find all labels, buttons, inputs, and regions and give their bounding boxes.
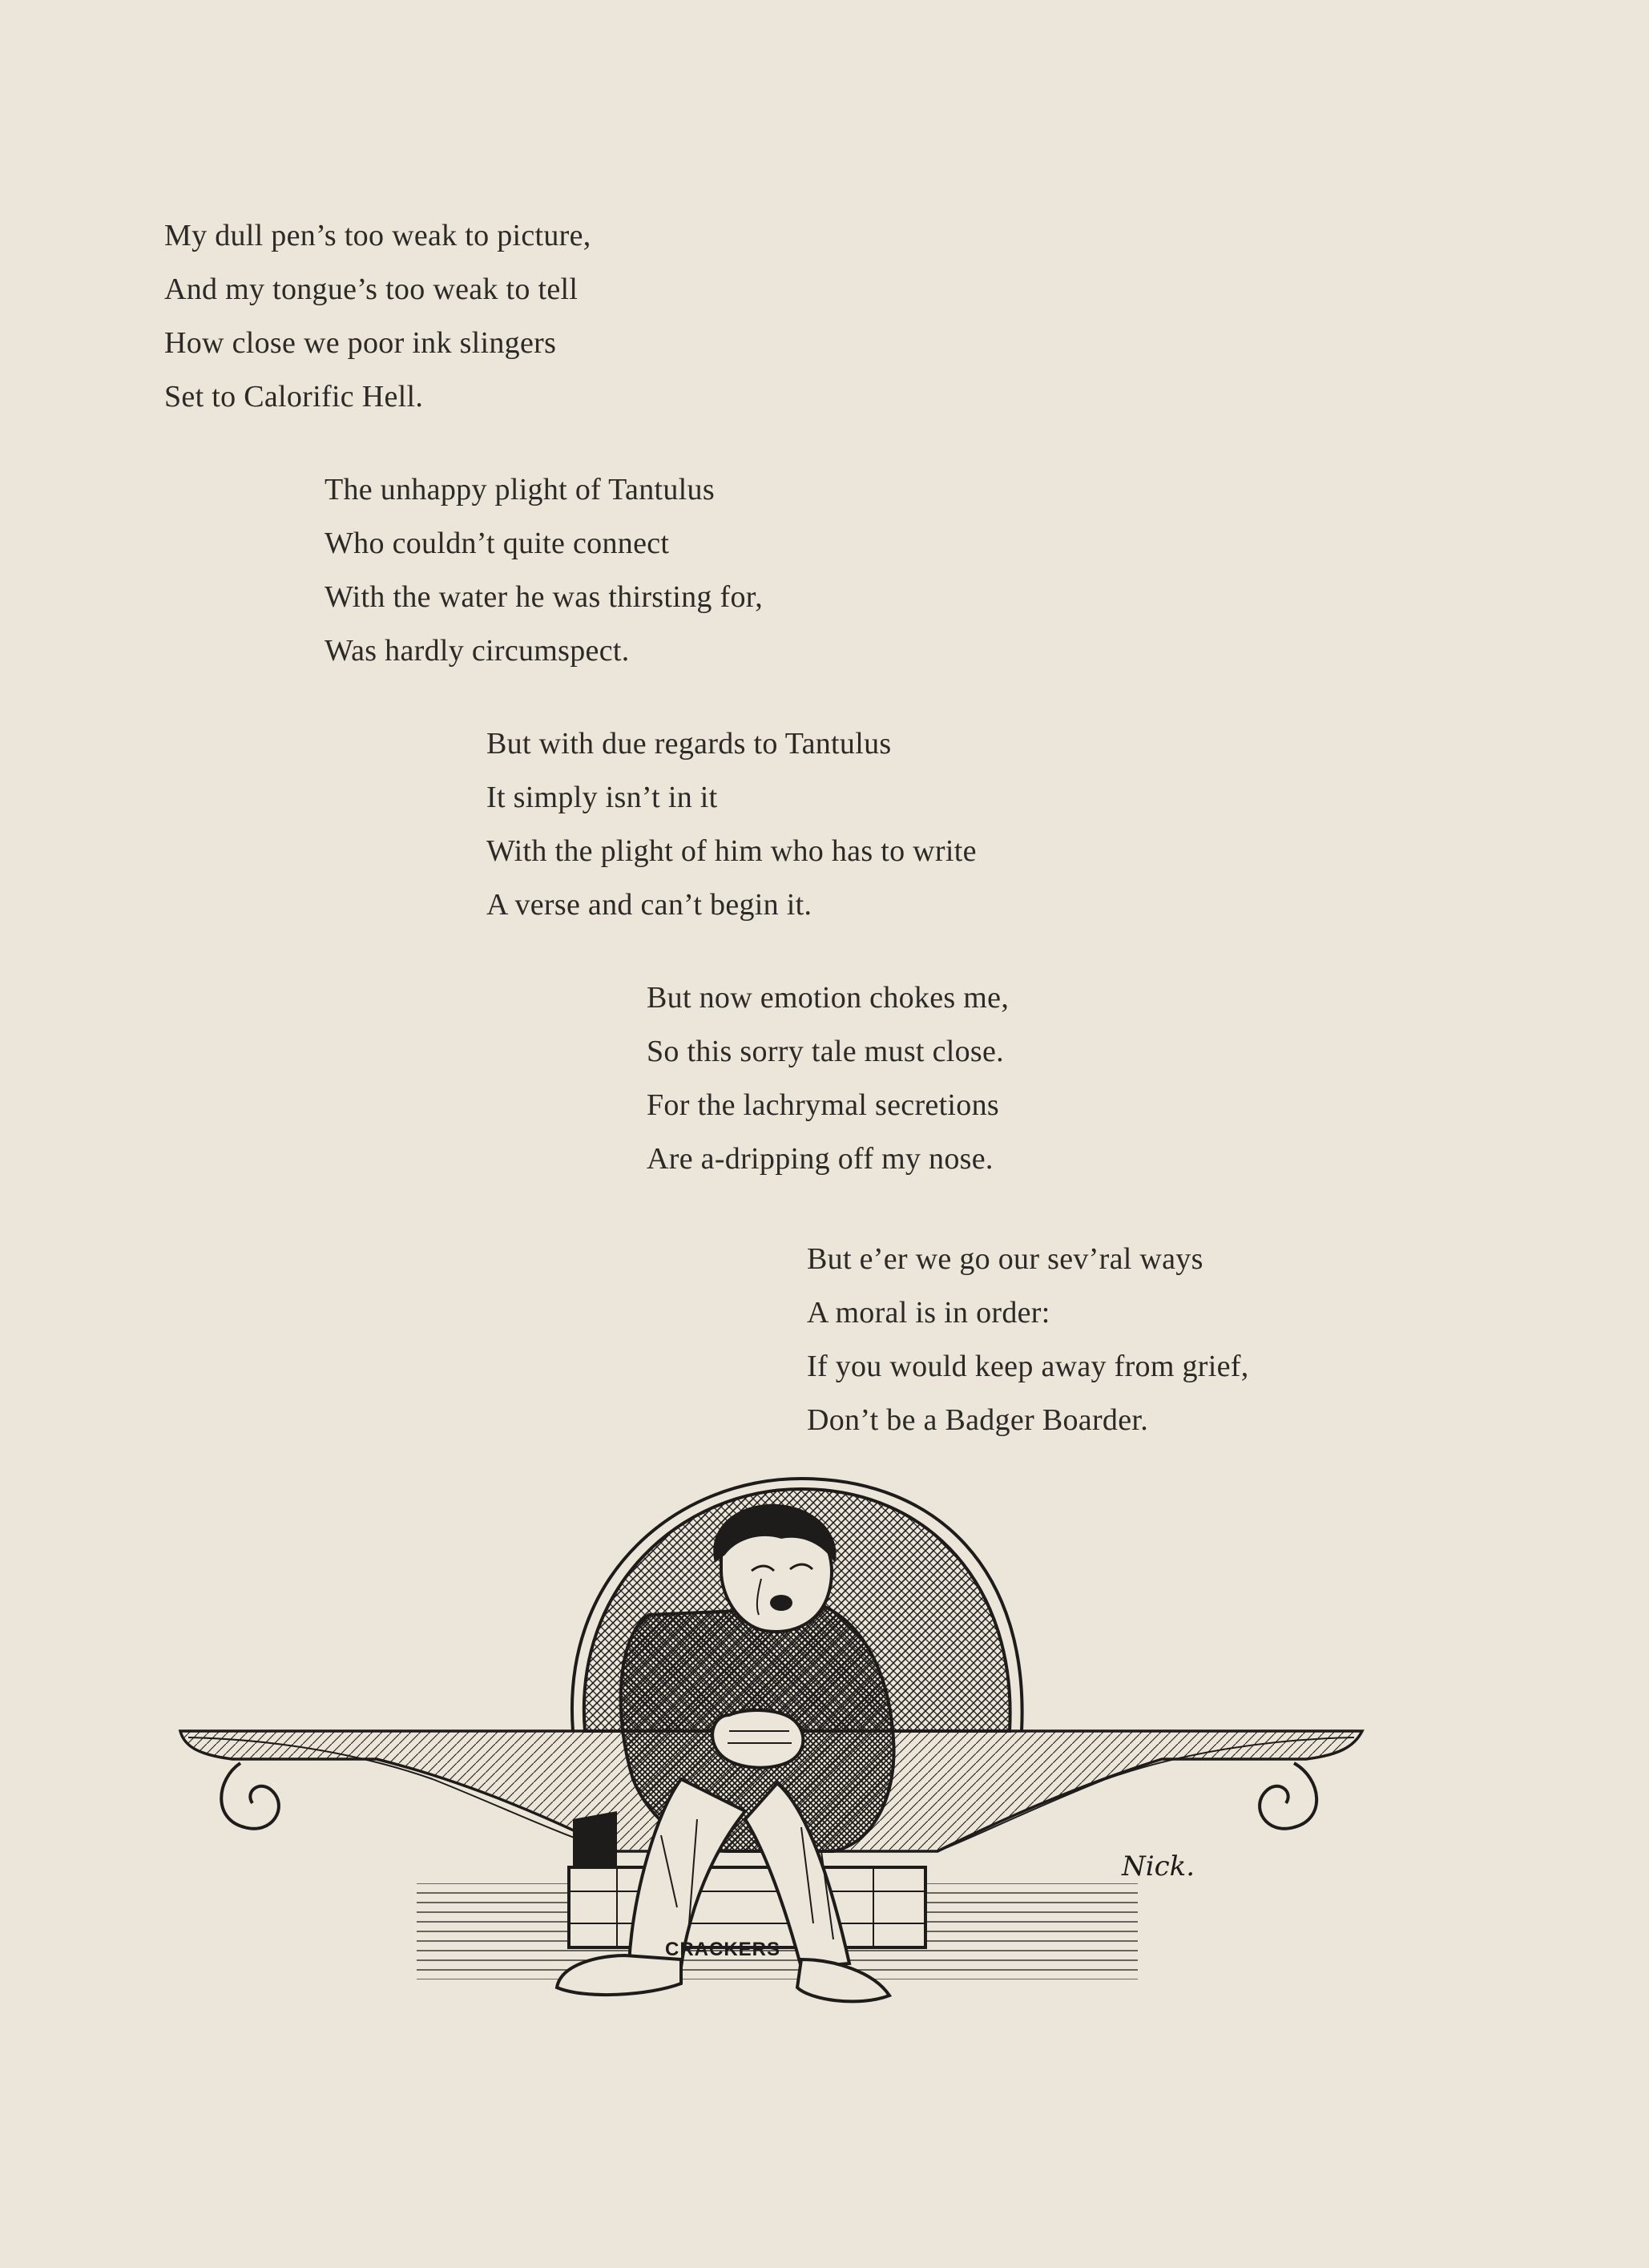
- poem-line: A verse and can’t begin it.: [486, 888, 812, 922]
- poem-line: But with due regards to Tantulus: [486, 727, 892, 761]
- crate-label: CRACKERS: [665, 1939, 781, 1960]
- poem-line: Are a-dripping off my nose.: [647, 1142, 994, 1176]
- poem-line: So this sorry tale must close.: [647, 1035, 1004, 1068]
- poem-line: Was hardly circumspect.: [325, 634, 630, 668]
- left-scroll-ornament: [221, 1763, 279, 1829]
- poem-line: Set to Calorific Hell.: [164, 380, 424, 414]
- stanza-3: [486, 717, 977, 932]
- stanza-4: [647, 971, 1009, 1186]
- boarder-hands: [712, 1710, 803, 1768]
- poem-line: But now emotion chokes me,: [647, 981, 1010, 1015]
- crate: [569, 1867, 925, 1947]
- poem-line: With the water he was thirsting for,: [325, 580, 763, 614]
- illustration-drawing: [168, 1475, 1370, 2020]
- stanza-1: [164, 209, 591, 424]
- poem-line: How close we poor ink slingers: [164, 326, 557, 360]
- crying-boarder-illustration: [168, 1475, 1370, 2020]
- poem-line: It simply isn’t in it: [486, 781, 718, 814]
- artist-signature: Nick.: [1122, 1850, 1195, 1883]
- poem-line: If you would keep away from grief,: [807, 1350, 1249, 1383]
- poem-line: For the lachrymal secretions: [647, 1088, 999, 1122]
- poem-line: Don’t be a Badger Boarder.: [807, 1403, 1149, 1437]
- poem-line: Who couldn’t quite connect: [325, 527, 670, 560]
- poem-line: A moral is in order:: [807, 1296, 1050, 1330]
- poem-line: My dull pen’s too weak to picture,: [164, 219, 591, 252]
- right-scroll-ornament: [1260, 1763, 1316, 1829]
- stanza-2: [325, 463, 763, 678]
- stanza-5: [807, 1233, 1249, 1447]
- poem-line: With the plight of him who has to write: [486, 834, 977, 868]
- poem-line: But e’er we go our sev’ral ways: [807, 1242, 1203, 1276]
- poem-line: And my tongue’s too weak to tell: [164, 272, 579, 306]
- poem-line: The unhappy plight of Tantulus: [325, 473, 715, 506]
